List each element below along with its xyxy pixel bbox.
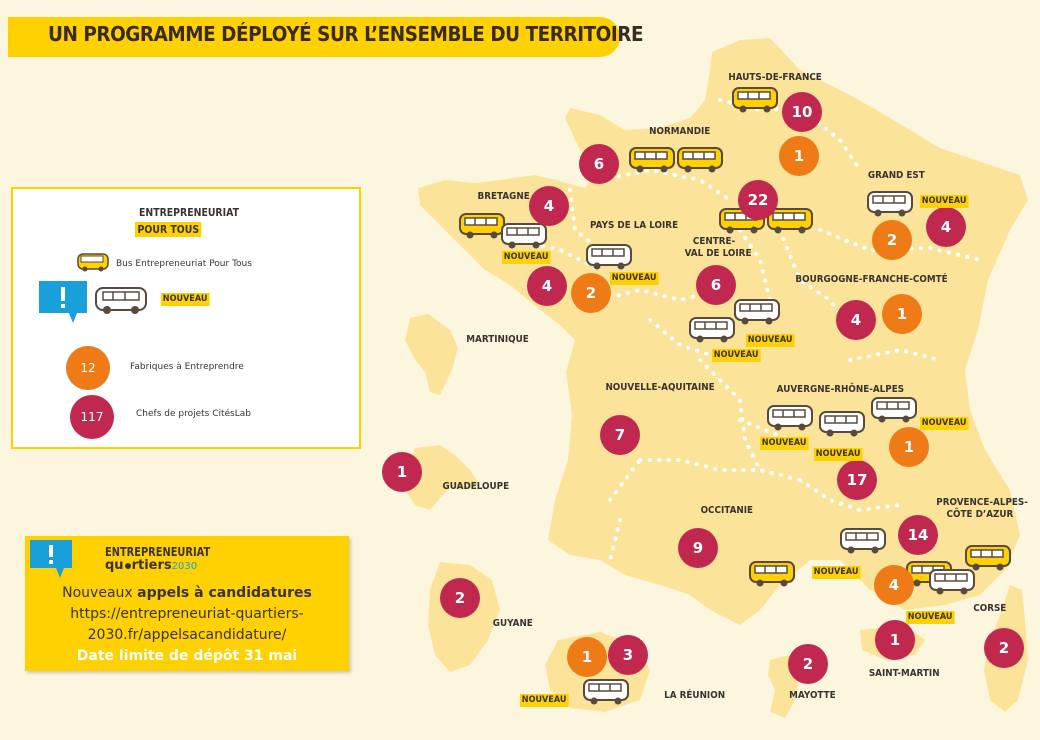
appel-url-line1[interactable]: https://entrepreneuriat-quartiers- (70, 606, 304, 622)
nouveau-tag-bretagne: NOUVEAU (503, 252, 549, 262)
bus-icon (676, 146, 724, 178)
bus-icon (733, 298, 781, 330)
count-ara-red: 17 (837, 460, 877, 500)
page-title: UN PROGRAMME DÉPLOYÉ SUR L’ENSEMBLE DU TERRITOIRE (48, 22, 644, 46)
count-na-red: 7 (600, 415, 640, 455)
count-idf-red: 22 (738, 180, 778, 220)
nouveau-tag-centre-1: NOUVEAU (747, 335, 793, 345)
count-grand-est-red: 4 (926, 207, 966, 247)
legend-alert-icon (39, 281, 89, 326)
count-paca-red: 14 (898, 515, 938, 555)
bus-icon (731, 86, 779, 118)
region-label-saint-martin: SAINT-MARTIN (868, 668, 940, 679)
bus-icon (458, 212, 506, 244)
region-label-grand-est: GRAND EST (867, 170, 925, 181)
count-reunion-orange: 1 (567, 637, 607, 677)
legend-logo-line1: ENTREPRENEURIAT (139, 206, 239, 219)
count-occitanie-red: 9 (678, 528, 718, 568)
legend-logo-line2: POUR TOUS (135, 222, 202, 237)
legend-panel (11, 187, 361, 449)
legend-nouveau-tag: NOUVEAU (162, 294, 208, 304)
count-pdl-orange: 2 (571, 273, 611, 313)
bus-icon (500, 222, 548, 254)
region-label-centre-line1: CENTRE- (692, 236, 736, 247)
count-normandie-red: 6 (579, 144, 619, 184)
region-label-centre-line2: VAL DE LOIRE (684, 248, 752, 259)
region-label-bretagne: BRETAGNE (477, 191, 530, 202)
bus-icon (688, 316, 736, 348)
count-reunion-red: 3 (608, 635, 648, 675)
region-label-guyane: GUYANE (492, 618, 533, 629)
legend-orange-label: Fabriques à Entreprendre (130, 362, 244, 372)
bus-icon (964, 544, 1012, 576)
legend-bus-icon (77, 253, 109, 273)
legend-bus-label: Bus Entrepreneuriat Pour Tous (116, 259, 252, 269)
appel-logo-line2: qu rtiers2030 (105, 558, 198, 573)
region-label-nouvelle-aquitaine: NOUVELLE-AQUITAINE (605, 382, 715, 393)
count-hdf-orange: 1 (779, 136, 819, 176)
bus-icon (582, 678, 630, 710)
legend-red-label: Chefs de projets CitésLab (136, 409, 251, 419)
bus-icon (748, 560, 796, 592)
bus-icon (818, 410, 866, 442)
region-label-corse: CORSE (973, 603, 1007, 614)
nouveau-tag-occitanie: NOUVEAU (813, 567, 859, 577)
title-banner (8, 17, 644, 57)
count-mayotte-red: 2 (788, 644, 828, 684)
count-saint-martin-red: 1 (875, 620, 915, 660)
appel-deadline: Date limite de dépôt 31 mai (76, 648, 298, 664)
region-label-paca-line1: PROVENCE-ALPES- (936, 497, 1028, 508)
count-centre-red: 6 (696, 265, 736, 305)
bus-icon (585, 243, 633, 275)
legend-new-bus-icon (93, 286, 149, 316)
region-label-paca-line2: CÔTE D’AZUR (946, 509, 1014, 520)
count-bfc-orange: 1 (882, 294, 922, 334)
nouveau-tag-grand-est: NOUVEAU (921, 196, 967, 206)
legend-orange-circle: 12 (66, 346, 110, 390)
count-grand-est-orange: 2 (872, 220, 912, 260)
count-guyane-red: 2 (440, 578, 480, 618)
region-label-la-reunion: LA RÉUNION (664, 690, 726, 701)
count-guadeloupe-red: 1 (382, 452, 422, 492)
region-label-occitanie: OCCITANIE (700, 505, 754, 516)
nouveau-tag-paca: NOUVEAU (907, 612, 953, 622)
count-ara-orange: 1 (889, 427, 929, 467)
legend-red-circle: 117 (70, 395, 114, 439)
martinique-shape (405, 314, 458, 395)
nouveau-tag-pdl: NOUVEAU (611, 273, 657, 283)
appel-url-line2[interactable]: 2030.fr/appelsacandidature/ (87, 627, 287, 643)
appel-line1: Nouveaux appels à candidatures (62, 585, 312, 601)
region-label-martinique: MARTINIQUE (466, 334, 529, 345)
bus-icon (839, 527, 887, 559)
region-label-hauts-de-france: HAUTS-DE-FRANCE (728, 72, 822, 83)
nouveau-tag-ara-2: NOUVEAU (921, 418, 967, 428)
bus-icon (628, 146, 676, 178)
region-label-auvergne: AUVERGNE-RHÔNE-ALPES (776, 384, 905, 395)
count-hdf-red: 10 (782, 92, 822, 132)
count-paca-orange: 4 (874, 565, 914, 605)
region-label-normandie: NORMANDIE (649, 126, 711, 137)
region-label-bourgogne: BOURGOGNE-FRANCHE-COMTÉ (795, 274, 948, 285)
count-bretagne-red: 4 (529, 186, 569, 226)
bus-icon (766, 404, 814, 436)
nouveau-tag-reunion: NOUVEAU (521, 695, 567, 705)
region-label-guadeloupe: GUADELOUPE (442, 481, 510, 492)
appel-candidatures-box (25, 536, 349, 671)
nouveau-tag-ara-3: NOUVEAU (815, 449, 861, 459)
bus-icon (866, 190, 914, 222)
region-label-pays-de-la-loire: PAYS DE LA LOIRE (590, 220, 679, 231)
count-pdl-red: 4 (527, 266, 567, 306)
region-label-mayotte: MAYOTTE (789, 690, 836, 701)
count-corse-red: 2 (984, 628, 1024, 668)
appel-alert-icon (30, 540, 74, 580)
appel-logo-line1: ENTREPRENEURIAT (105, 545, 211, 559)
nouveau-tag-ara-1: NOUVEAU (761, 438, 807, 448)
nouveau-tag-centre-2: NOUVEAU (713, 350, 759, 360)
count-bfc-red: 4 (836, 300, 876, 340)
bus-icon (870, 396, 918, 428)
